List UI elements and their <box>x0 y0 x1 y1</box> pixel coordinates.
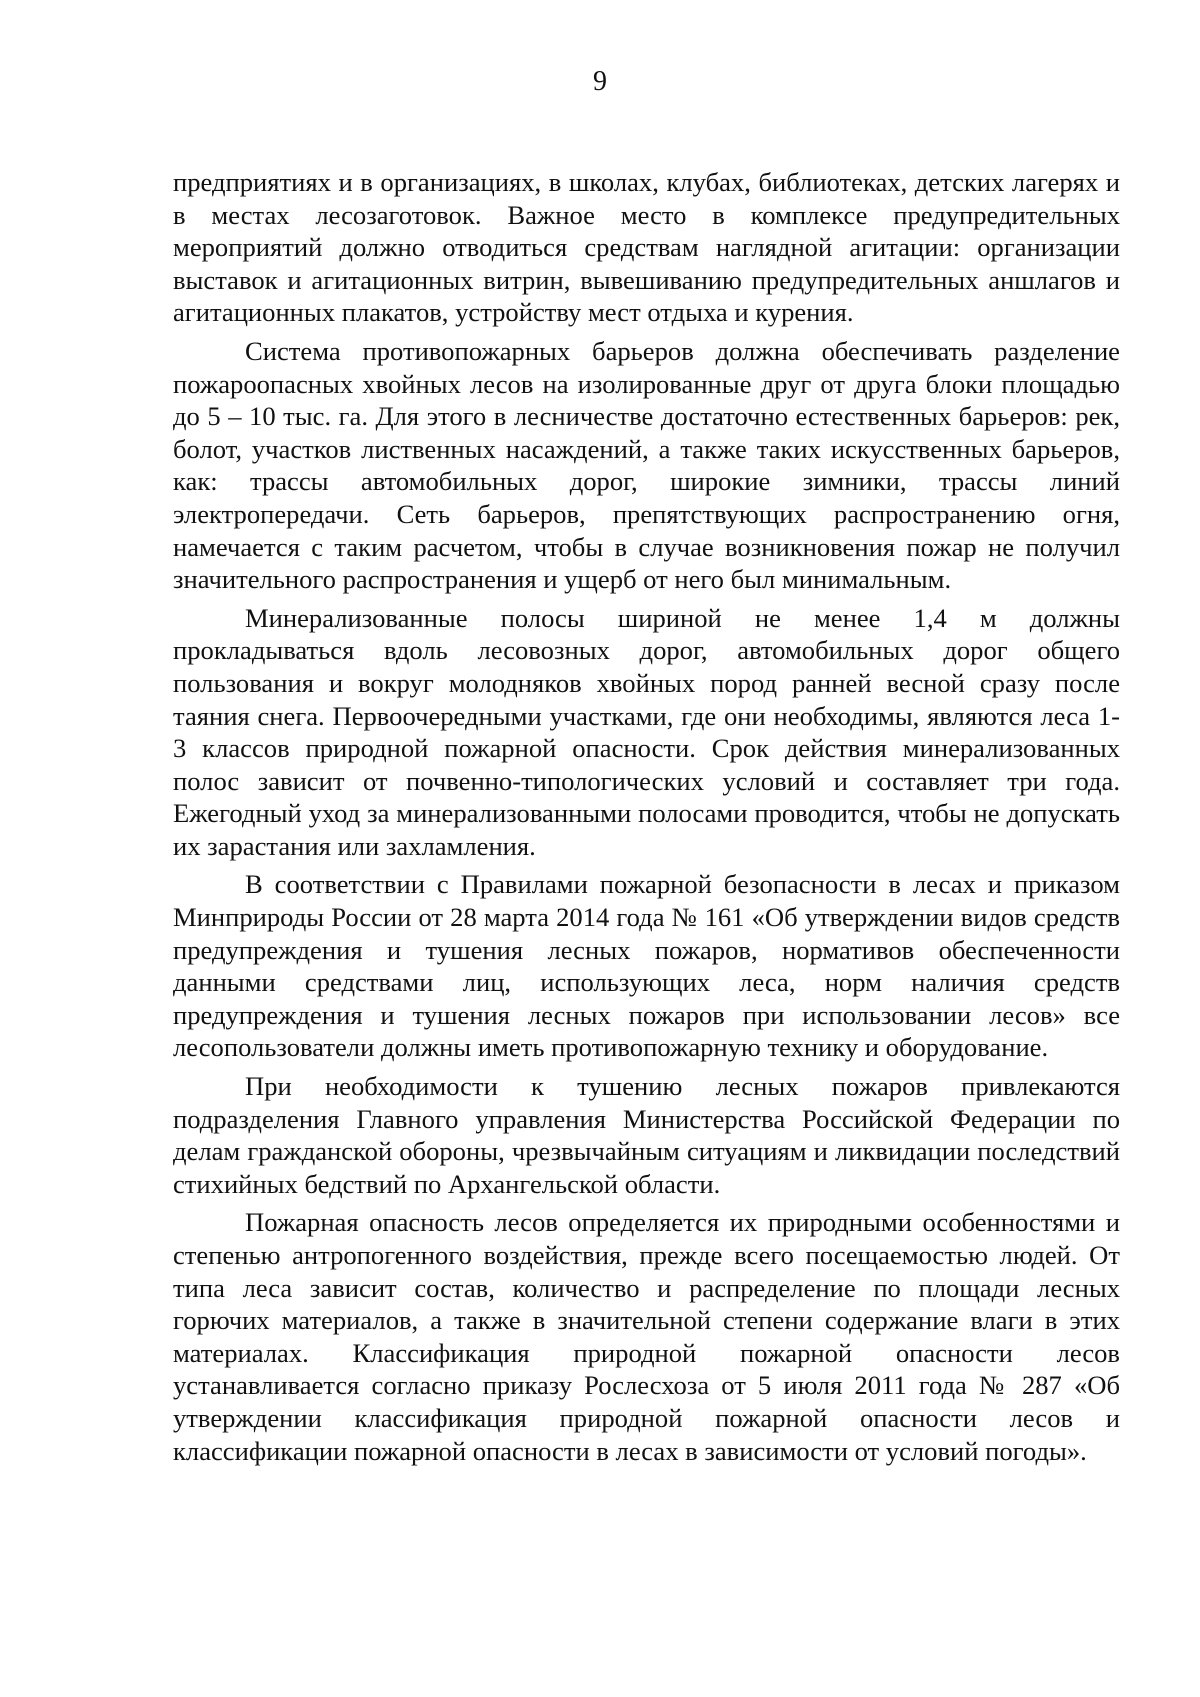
page-number: 9 <box>593 66 607 97</box>
paragraph-fire-barriers: Система противопожарных барьеров должна обеспечивать разделение пожароопасных хвойных лесов на изолированные друг от друга блоки площадью до 5 – 10 тыс. га. Для этого в лесничестве достаточно естественных барьеров: рек, болот, участков лиственных насаждений, а также таких искусственных барьеров, как: трассы автомобильных дорог, широкие зимники, трассы линий электропередачи. Сеть барьеров, препятствующих распространению огня, намечается с таким расчетом, чтобы в случае возникновения пожар не получил значительного распространения и ущерб от него был минимальным. <box>173 335 1120 595</box>
document-body <box>173 166 1120 1473</box>
paragraph-emergency-services: При необходимости к тушению лесных пожаров привлекаются подразделения Главного управления Министерства Российской Федерации по делам гражданской обороны, чрезвычайным ситуациям и ликвидации последствий стихийных бедствий по Архангельской области. <box>173 1071 1120 1199</box>
paragraph-mineralized-strips: Минерализованные полосы шириной не менее 1,4 м должны прокладываться вдоль лесовозных дорог, автомобильных дорог общего пользования и вокруг молодняков хвойных пород ранней весной сразу после таяния снега. Первоочередными участками, где они необходимы, являются леса 1-3 классов природной пожарной опасности. Срок действия минерализованных полос зависит от почвенно-типологических условий и составляет три года. Ежегодный уход за минерализованными полосами проводится, чтобы не допускать их зарастания или захламления. <box>173 602 1120 861</box>
paragraph-fire-safety-rules: В соответствии с Правилами пожарной безопасности в лесах и приказом Минприроды России от 28 марта 2014 года № 161 «Об утверждении видов средств предупреждения и тушения лесных пожаров, нормативов обеспеченности данными средствами лиц, использующих леса, норм наличия средств предупреждения и тушения лесных пожаров при использовании лесов» все лесопользователи должны иметь противопожарную технику и оборудование. <box>173 869 1120 1063</box>
paragraph-fire-hazard-classification: Пожарная опасность лесов определяется их природными особенностями и степенью антропогенного воздействия, прежде всего посещаемостью людей. От типа леса зависит состав, количество и распределение по площади лесных горючих материалов, а также в значительной степени содержание влаги в этих материалах. Классификация природной пожарной опасности лесов устанавливается согласно приказу Рослесхоза от 5 июля 2011 года № 287 «Об утверждении классификация природной пожарной опасности лесов и классификации пожарной опасности в лесах в зависимости от условий погоды». <box>173 1207 1120 1466</box>
paragraph-continuation: предприятиях и в организациях, в школах, клубах, библиотеках, детских лагерях и в местах лесозаготовок. Важное место в комплексе предупредительных мероприятий должно отводиться средствам наглядной агитации: организации выставок и агитационных витрин, вывешиванию предупредительных аншлагов и агитационных плакатов, устройству мест отдыха и курения. <box>173 167 1120 328</box>
